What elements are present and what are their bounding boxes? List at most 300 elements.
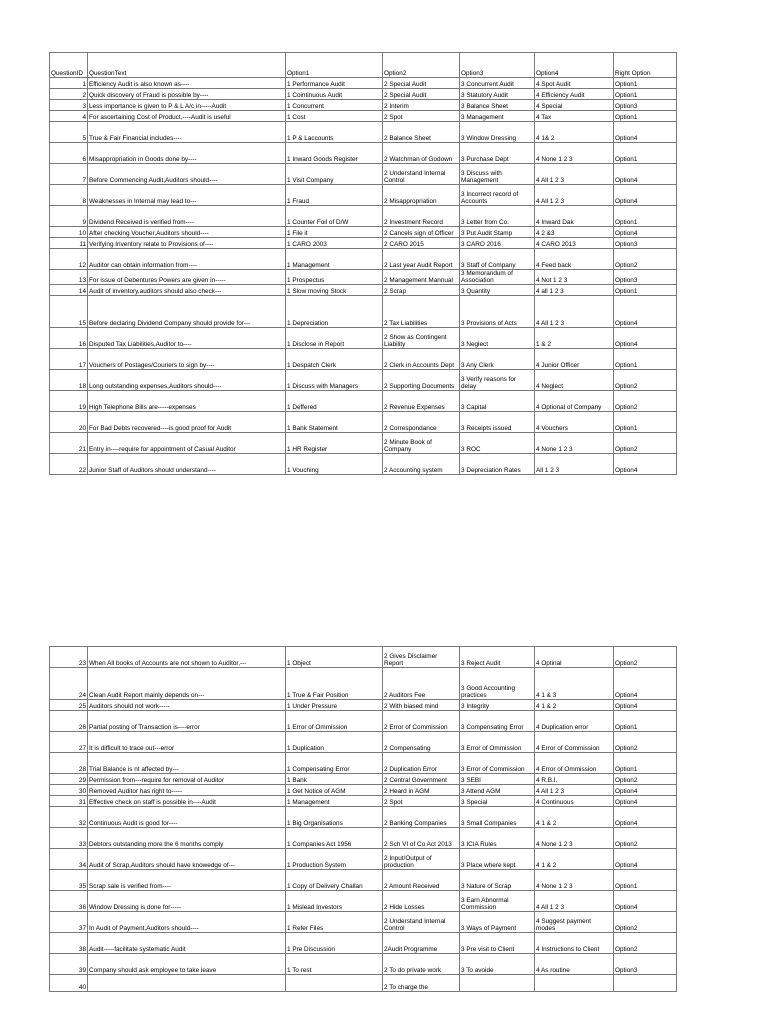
option3-cell: 3 Compensating Error bbox=[460, 711, 535, 732]
table-row bbox=[50, 454, 677, 475]
right-option-cell: Option1 bbox=[614, 143, 677, 164]
right-option-cell: Option1 bbox=[614, 412, 677, 433]
option4-cell: 4 all 1 2 3 bbox=[535, 285, 614, 296]
option3-cell: 3 ROC bbox=[460, 433, 535, 454]
question-text-cell: Before declaring Dividend Company should provide for--- bbox=[88, 296, 286, 328]
option2-cell: 2 Cancels sign of Officer bbox=[383, 227, 460, 238]
question-id-cell: 16 bbox=[50, 328, 88, 349]
table-row bbox=[50, 238, 677, 249]
option1-cell: 1 Counter Foil of D/W bbox=[286, 206, 383, 227]
right-option-cell: Option1 bbox=[614, 711, 677, 732]
option1-cell: 1 Mislead Investors bbox=[286, 891, 383, 912]
option1-cell: 1 To rest bbox=[286, 954, 383, 975]
question-text-cell: For Bad Debts recovered----is good proof for Audit bbox=[88, 412, 286, 433]
option3-cell: 3 Any Clerk bbox=[460, 349, 535, 370]
question-text-cell: Audit of inventory,auditors should also check--- bbox=[88, 285, 286, 296]
option3-cell: 3 Put Audit Stamp bbox=[460, 227, 535, 238]
option4-cell: 4 Not 1 2 3 bbox=[535, 270, 614, 285]
option3-cell: 3 Provisions of Acts bbox=[460, 296, 535, 328]
option2-cell: 2 Special Audit bbox=[383, 89, 460, 100]
question-id-cell: 18 bbox=[50, 370, 88, 391]
option2-cell: 2 Misappropriation bbox=[383, 185, 460, 206]
option3-cell: 3 Verify reasons for delay bbox=[460, 370, 535, 391]
question-id-cell: 36 bbox=[50, 891, 88, 912]
option4-cell: 4 None 1 2 3 bbox=[535, 433, 614, 454]
option3-cell: 3 Statutory Audit bbox=[460, 89, 535, 100]
right-option-cell: Option2 bbox=[614, 370, 677, 391]
question-id-cell: 14 bbox=[50, 285, 88, 296]
option3-cell: 3 Window Dressing bbox=[460, 122, 535, 143]
option2-cell: 2 Management Mannual bbox=[383, 270, 460, 285]
option3-cell: 3 Letter from Co. bbox=[460, 206, 535, 227]
option2-cell: 2 Hide Losses bbox=[383, 891, 460, 912]
table-row bbox=[50, 89, 677, 100]
right-option-cell: Option4 bbox=[614, 454, 677, 475]
option3-cell: 3 Error of Commission bbox=[460, 753, 535, 774]
question-text-cell: Before Commencing Audit,Auditors should---- bbox=[88, 164, 286, 185]
option2-cell: 2 Revenue Expenses bbox=[383, 391, 460, 412]
option2-cell: 2 Understand Internal Control bbox=[383, 164, 460, 185]
option3-cell: 3 Discuss with Management bbox=[460, 164, 535, 185]
option1-cell: 1 Depreciation bbox=[286, 296, 383, 328]
option1-cell: 1 Big Organisations bbox=[286, 807, 383, 828]
option4-cell bbox=[535, 975, 614, 992]
option1-cell: 1 Copy of Delivery Challan bbox=[286, 870, 383, 891]
option3-cell: 3 Reject Audit bbox=[460, 647, 535, 668]
option4-cell: 4 Error of Ommission bbox=[535, 753, 614, 774]
option3-cell: 3 Ways of Payment bbox=[460, 912, 535, 933]
option2-cell: 2 Accounting system bbox=[383, 454, 460, 475]
option3-cell: 3 Integrity bbox=[460, 700, 535, 711]
table-row bbox=[50, 285, 677, 296]
table-row bbox=[50, 933, 677, 954]
question-text-cell: Long outstanding expenses,Auditors should---- bbox=[88, 370, 286, 391]
question-table-2 bbox=[49, 646, 677, 992]
option4-cell: 4 2 &3 bbox=[535, 227, 614, 238]
option3-cell: 3 Attend AGM bbox=[460, 785, 535, 796]
option2-cell: 2 Auditors Fee bbox=[383, 668, 460, 700]
question-id-cell: 4 bbox=[50, 111, 88, 122]
option4-cell: 4 Vouchers bbox=[535, 412, 614, 433]
right-option-cell: Option1 bbox=[614, 206, 677, 227]
table-row bbox=[50, 774, 677, 785]
table-row bbox=[50, 164, 677, 185]
question-text-cell: For ascertaining Cost of Product,----Audit is useful bbox=[88, 111, 286, 122]
column-header-question-text: QuestionText bbox=[88, 53, 286, 78]
question-id-cell: 32 bbox=[50, 807, 88, 828]
option1-cell: 1 Refer Files bbox=[286, 912, 383, 933]
question-id-cell: 23 bbox=[50, 647, 88, 668]
question-table-1 bbox=[49, 52, 677, 475]
option4-cell: 4 Spot Audit bbox=[535, 78, 614, 89]
table-row bbox=[50, 412, 677, 433]
table-row bbox=[50, 870, 677, 891]
option1-cell: 1 Disclose in Report bbox=[286, 328, 383, 349]
question-id-cell: 12 bbox=[50, 249, 88, 270]
right-option-cell: Option1 bbox=[614, 870, 677, 891]
question-id-cell: 31 bbox=[50, 796, 88, 807]
table-row bbox=[50, 849, 677, 870]
question-text-cell: When All books of Accounts are not shown to Auditor,--- bbox=[88, 647, 286, 668]
option2-cell: 2 Heard in AGM bbox=[383, 785, 460, 796]
question-text-cell: Debtors outstanding more the 6 months comply bbox=[88, 828, 286, 849]
question-id-cell: 3 bbox=[50, 100, 88, 111]
question-text-cell: Auditors should not work----- bbox=[88, 700, 286, 711]
option1-cell: 1 Performance Audit bbox=[286, 78, 383, 89]
right-option-cell: Option2 bbox=[614, 249, 677, 270]
option1-cell: 1 Object bbox=[286, 647, 383, 668]
right-option-cell: Option4 bbox=[614, 891, 677, 912]
column-header-question-id: QuestionID bbox=[50, 53, 88, 78]
option4-cell: 4 Error of Commission bbox=[535, 732, 614, 753]
table-row bbox=[50, 954, 677, 975]
table-row bbox=[50, 370, 677, 391]
right-option-cell: Option3 bbox=[614, 100, 677, 111]
option2-cell: 2 Minute Book of Company bbox=[383, 433, 460, 454]
option4-cell: 4 None 1 2 3 bbox=[535, 870, 614, 891]
option2-cell: 2 Balance Sheet bbox=[383, 122, 460, 143]
option3-cell: 3 Receipts issued bbox=[460, 412, 535, 433]
table-row bbox=[50, 753, 677, 774]
option4-cell: 4 1 & 2 bbox=[535, 849, 614, 870]
option1-cell: 1 Management bbox=[286, 249, 383, 270]
question-text-cell: Company should ask employee to take leave bbox=[88, 954, 286, 975]
option2-cell: 2 Spot bbox=[383, 796, 460, 807]
option4-cell: 4 Neglect bbox=[535, 370, 614, 391]
header-row bbox=[50, 53, 677, 78]
question-id-cell: 27 bbox=[50, 732, 88, 753]
table-row bbox=[50, 647, 677, 668]
question-text-cell: Weaknesses in Internal may lead to--- bbox=[88, 185, 286, 206]
question-text-cell: Entry in----require for appointment of Casual Auditor bbox=[88, 433, 286, 454]
option1-cell: 1 Cost bbox=[286, 111, 383, 122]
question-text-cell: Effective check on staff is possible in----Audit bbox=[88, 796, 286, 807]
option4-cell: 4 Instructions to Client bbox=[535, 933, 614, 954]
option4-cell: 1 & 2 bbox=[535, 328, 614, 349]
question-text-cell: In Audit of Payment,Auditors should---- bbox=[88, 912, 286, 933]
option4-cell: 4 As routine bbox=[535, 954, 614, 975]
column-header-right-option: Right Option bbox=[614, 53, 677, 78]
table-row bbox=[50, 433, 677, 454]
option1-cell: 1 Get Notice of AGM bbox=[286, 785, 383, 796]
option4-cell: 4 1& 2 bbox=[535, 122, 614, 143]
question-text-cell: For issue of Debentures Powers are given in----- bbox=[88, 270, 286, 285]
option2-cell: 2 With biased mind bbox=[383, 700, 460, 711]
option2-cell: 2 Correspondance bbox=[383, 412, 460, 433]
table-row bbox=[50, 206, 677, 227]
question-id-cell: 19 bbox=[50, 391, 88, 412]
table-row bbox=[50, 349, 677, 370]
right-option-cell: Option1 bbox=[614, 89, 677, 100]
option2-cell: 2 Input/Output of production bbox=[383, 849, 460, 870]
question-id-cell: 10 bbox=[50, 227, 88, 238]
question-id-cell: 6 bbox=[50, 143, 88, 164]
option1-cell: 1 Concurrent bbox=[286, 100, 383, 111]
question-id-cell: 30 bbox=[50, 785, 88, 796]
option4-cell: 4 All 1 2 3 bbox=[535, 785, 614, 796]
option4-cell: 4 None 1 2 3 bbox=[535, 143, 614, 164]
question-text-cell: Partial posting of Transaction is----error bbox=[88, 711, 286, 732]
table-row bbox=[50, 78, 677, 89]
option4-cell: 4 CARO 2013 bbox=[535, 238, 614, 249]
option4-cell: 4 Optional of Company bbox=[535, 391, 614, 412]
option1-cell: 1 Bank Statement bbox=[286, 412, 383, 433]
table-row bbox=[50, 391, 677, 412]
table-row bbox=[50, 891, 677, 912]
option3-cell: 3 Staff of Company bbox=[460, 249, 535, 270]
option2-cell: 2 Tax Liabilities bbox=[383, 296, 460, 328]
option4-cell: 4 Inward Dak bbox=[535, 206, 614, 227]
right-option-cell: Option3 bbox=[614, 238, 677, 249]
table-row bbox=[50, 270, 677, 285]
question-id-cell: 8 bbox=[50, 185, 88, 206]
option3-cell: 3 CARO 2016 bbox=[460, 238, 535, 249]
table-row bbox=[50, 700, 677, 711]
table-row bbox=[50, 100, 677, 111]
right-option-cell: Option4 bbox=[614, 227, 677, 238]
question-text-cell: Misappropriation in Goods done by---- bbox=[88, 143, 286, 164]
option2-cell: 2 Last year Audit Report bbox=[383, 249, 460, 270]
right-option-cell: Option1 bbox=[614, 349, 677, 370]
question-text-cell: Efficiency Audit is also known as---- bbox=[88, 78, 286, 89]
table-row bbox=[50, 807, 677, 828]
question-id-cell: 20 bbox=[50, 412, 88, 433]
table-row bbox=[50, 122, 677, 143]
right-option-cell: Option1 bbox=[614, 285, 677, 296]
option1-cell: 1 CARO 2003 bbox=[286, 238, 383, 249]
question-text-cell: Junior Staff of Auditors should understand---- bbox=[88, 454, 286, 475]
option1-cell: 1 Deffered bbox=[286, 391, 383, 412]
question-text-cell: Quick discovery of Fraud is possible by---- bbox=[88, 89, 286, 100]
option2-cell: 2 Compensating bbox=[383, 732, 460, 753]
question-text-cell bbox=[88, 975, 286, 992]
option2-cell: 2 Clerk in Accounts Dept bbox=[383, 349, 460, 370]
right-option-cell bbox=[614, 975, 677, 992]
question-text-cell: It is difficult to trace out---error bbox=[88, 732, 286, 753]
option4-cell: 4 Junior Officer bbox=[535, 349, 614, 370]
right-option-cell: Option4 bbox=[614, 328, 677, 349]
right-option-cell: Option2 bbox=[614, 647, 677, 668]
question-text-cell: Audit-----facilitate systematic Audit bbox=[88, 933, 286, 954]
option3-cell: 3 Small Companies bbox=[460, 807, 535, 828]
option3-cell: 3 Place where kept bbox=[460, 849, 535, 870]
option3-cell: 3 Earn Abnormal Commission bbox=[460, 891, 535, 912]
question-text-cell: Clean Audit Report mainly depends on--- bbox=[88, 668, 286, 700]
question-text-cell: Disputed Tax Liabilities,Auditor to---- bbox=[88, 328, 286, 349]
option1-cell: 1 Error of Ommission bbox=[286, 711, 383, 732]
option3-cell: 3 Management bbox=[460, 111, 535, 122]
question-id-cell: 33 bbox=[50, 828, 88, 849]
question-text-cell: Continuous Audit is good for---- bbox=[88, 807, 286, 828]
option1-cell: 1 Duplication bbox=[286, 732, 383, 753]
option2-cell: 2 Scrap bbox=[383, 285, 460, 296]
option1-cell: 1 Slow moving Stock bbox=[286, 285, 383, 296]
right-option-cell: Option3 bbox=[614, 270, 677, 285]
option2-cell: 2 Supporting Documents bbox=[383, 370, 460, 391]
right-option-cell: Option2 bbox=[614, 732, 677, 753]
question-id-cell: 9 bbox=[50, 206, 88, 227]
right-option-cell: Option2 bbox=[614, 933, 677, 954]
option3-cell: 3 Incorrect record of Accounts bbox=[460, 185, 535, 206]
table-row bbox=[50, 796, 677, 807]
option4-cell: 4 Special bbox=[535, 100, 614, 111]
right-option-cell: Option4 bbox=[614, 785, 677, 796]
question-text-cell: Trial Balance is nt affected by--- bbox=[88, 753, 286, 774]
table-row bbox=[50, 668, 677, 700]
column-header-option3: Option3 bbox=[460, 53, 535, 78]
option3-cell: 3 Memorandum of Association bbox=[460, 270, 535, 285]
option3-cell: 3 Special bbox=[460, 796, 535, 807]
option1-cell: 1 Despatch Clerk bbox=[286, 349, 383, 370]
option2-cell: 2 Sch VI of Co Act 2013 bbox=[383, 828, 460, 849]
option1-cell: 1 Management bbox=[286, 796, 383, 807]
question-id-cell: 17 bbox=[50, 349, 88, 370]
option2-cell: 2 To do private work bbox=[383, 954, 460, 975]
right-option-cell: Option1 bbox=[614, 111, 677, 122]
column-header-option2: Option2 bbox=[383, 53, 460, 78]
option2-cell: 2 CARO 2015 bbox=[383, 238, 460, 249]
right-option-cell: Option4 bbox=[614, 700, 677, 711]
question-text-cell: True & Fair Financial includes---- bbox=[88, 122, 286, 143]
option4-cell: 4 Feed back bbox=[535, 249, 614, 270]
option1-cell: 1 Under Pressure bbox=[286, 700, 383, 711]
right-option-cell: Option4 bbox=[614, 849, 677, 870]
right-option-cell: Option4 bbox=[614, 807, 677, 828]
option3-cell: 3 ICIA Rules bbox=[460, 828, 535, 849]
question-id-cell: 40 bbox=[50, 975, 88, 992]
right-option-cell: Option2 bbox=[614, 391, 677, 412]
option4-cell: 4 1 & 2 bbox=[535, 700, 614, 711]
option3-cell: 3 Depreciation Rates bbox=[460, 454, 535, 475]
option4-cell: 4 R.B.I. bbox=[535, 774, 614, 785]
question-text-cell: Auditor can obtain information from---- bbox=[88, 249, 286, 270]
right-option-cell: Option3 bbox=[614, 954, 677, 975]
question-id-cell: 15 bbox=[50, 296, 88, 328]
question-id-cell: 28 bbox=[50, 753, 88, 774]
question-id-cell: 26 bbox=[50, 711, 88, 732]
option3-cell: 3 Balance Sheet bbox=[460, 100, 535, 111]
option4-cell: 4 Optinal bbox=[535, 647, 614, 668]
option2-cell: 2 Investment Record bbox=[383, 206, 460, 227]
option3-cell: 3 Purchase Dept bbox=[460, 143, 535, 164]
option1-cell: 1 P & Laccounts bbox=[286, 122, 383, 143]
option1-cell: 1 Production System bbox=[286, 849, 383, 870]
right-option-cell: Option2 bbox=[614, 774, 677, 785]
option4-cell: 4 1 & 3 bbox=[535, 668, 614, 700]
question-id-cell: 25 bbox=[50, 700, 88, 711]
column-header-option1: Option1 bbox=[286, 53, 383, 78]
right-option-cell: Option4 bbox=[614, 796, 677, 807]
right-option-cell: Option4 bbox=[614, 122, 677, 143]
option3-cell: 3 SEBI bbox=[460, 774, 535, 785]
table-row bbox=[50, 975, 677, 992]
option2-cell: 2Audit Programme bbox=[383, 933, 460, 954]
question-text-cell: Verifying Inventory relate to Provisions of---- bbox=[88, 238, 286, 249]
question-id-cell: 5 bbox=[50, 122, 88, 143]
option3-cell: 3 Error of Ommission bbox=[460, 732, 535, 753]
option4-cell: 4 Tax bbox=[535, 111, 614, 122]
right-option-cell: Option2 bbox=[614, 433, 677, 454]
option4-cell: 4 Efficiency Audit bbox=[535, 89, 614, 100]
option1-cell: 1 Pre Discussion bbox=[286, 933, 383, 954]
option1-cell: 1 File it bbox=[286, 227, 383, 238]
question-id-cell: 21 bbox=[50, 433, 88, 454]
option1-cell: 1 Inward Goods Register bbox=[286, 143, 383, 164]
question-id-cell: 11 bbox=[50, 238, 88, 249]
question-text-cell: After checking Voucher,Auditors should---- bbox=[88, 227, 286, 238]
question-text-cell: Window Dressing is done for----- bbox=[88, 891, 286, 912]
right-option-cell: Option4 bbox=[614, 185, 677, 206]
option2-cell: 2 Watchman of Godown bbox=[383, 143, 460, 164]
question-text-cell: Dividend Received is verified from---- bbox=[88, 206, 286, 227]
option4-cell: 4 Continuous bbox=[535, 796, 614, 807]
right-option-cell: Option1 bbox=[614, 753, 677, 774]
question-id-cell: 13 bbox=[50, 270, 88, 285]
option3-cell: 3 Concurrent Audit bbox=[460, 78, 535, 89]
question-id-cell: 24 bbox=[50, 668, 88, 700]
option4-cell: 4 All 1 2 3 bbox=[535, 891, 614, 912]
option3-cell: 3 Neglect bbox=[460, 328, 535, 349]
table-row bbox=[50, 328, 677, 349]
question-id-cell: 1 bbox=[50, 78, 88, 89]
question-text-cell: Permission from---require for removal of Auditor bbox=[88, 774, 286, 785]
option2-cell: 2 To charge the bbox=[383, 975, 460, 992]
option2-cell: 2 Central Government bbox=[383, 774, 460, 785]
option2-cell: 2 Show as Contingent Liability bbox=[383, 328, 460, 349]
question-id-cell: 29 bbox=[50, 774, 88, 785]
option1-cell: 1 Fraud bbox=[286, 185, 383, 206]
right-option-cell: Option4 bbox=[614, 164, 677, 185]
table-row bbox=[50, 185, 677, 206]
option2-cell: 2 Spot bbox=[383, 111, 460, 122]
right-option-cell: Option1 bbox=[614, 78, 677, 89]
right-option-cell: Option4 bbox=[614, 296, 677, 328]
option4-cell: 4 None 1 2 3 bbox=[535, 828, 614, 849]
question-text-cell: Vouchers of Postages/Couriers to sign by---- bbox=[88, 349, 286, 370]
option4-cell: 4 1 & 2 bbox=[535, 807, 614, 828]
option1-cell: 1 True & Fair Position bbox=[286, 668, 383, 700]
option2-cell: 2 Special Audit bbox=[383, 78, 460, 89]
option1-cell: 1 Cointinuous Audit bbox=[286, 89, 383, 100]
option3-cell: 3 Good Accounting practices bbox=[460, 668, 535, 700]
question-id-cell: 22 bbox=[50, 454, 88, 475]
option1-cell: 1 Prospectus bbox=[286, 270, 383, 285]
table-row bbox=[50, 227, 677, 238]
table-row bbox=[50, 912, 677, 933]
option2-cell: 2 Banking Companies bbox=[383, 807, 460, 828]
table-row bbox=[50, 785, 677, 796]
option3-cell: 3 To avoide bbox=[460, 954, 535, 975]
question-text-cell: Audit of Scrap,Auditors should have knowedge of--- bbox=[88, 849, 286, 870]
option3-cell: 3 Pre visit to Client bbox=[460, 933, 535, 954]
option4-cell: 4 All 1 2 3 bbox=[535, 164, 614, 185]
option1-cell: 1 HR Register bbox=[286, 433, 383, 454]
right-option-cell: Option4 bbox=[614, 668, 677, 700]
question-id-cell: 38 bbox=[50, 933, 88, 954]
option4-cell: 4 All 1 2 3 bbox=[535, 296, 614, 328]
option4-cell: 4 All 1 2 3 bbox=[535, 185, 614, 206]
question-text-cell: Removed Auditor has right to----- bbox=[88, 785, 286, 796]
option3-cell: 3 Nature of Scrap bbox=[460, 870, 535, 891]
option4-cell: All 1 2 3 bbox=[535, 454, 614, 475]
question-id-cell: 37 bbox=[50, 912, 88, 933]
question-text-cell: Scrap sale is verified from---- bbox=[88, 870, 286, 891]
option1-cell: 1 Companies Act 1956 bbox=[286, 828, 383, 849]
table-row bbox=[50, 828, 677, 849]
right-option-cell: Option2 bbox=[614, 912, 677, 933]
right-option-cell: Option2 bbox=[614, 828, 677, 849]
option3-cell: 3 Quantity bbox=[460, 285, 535, 296]
